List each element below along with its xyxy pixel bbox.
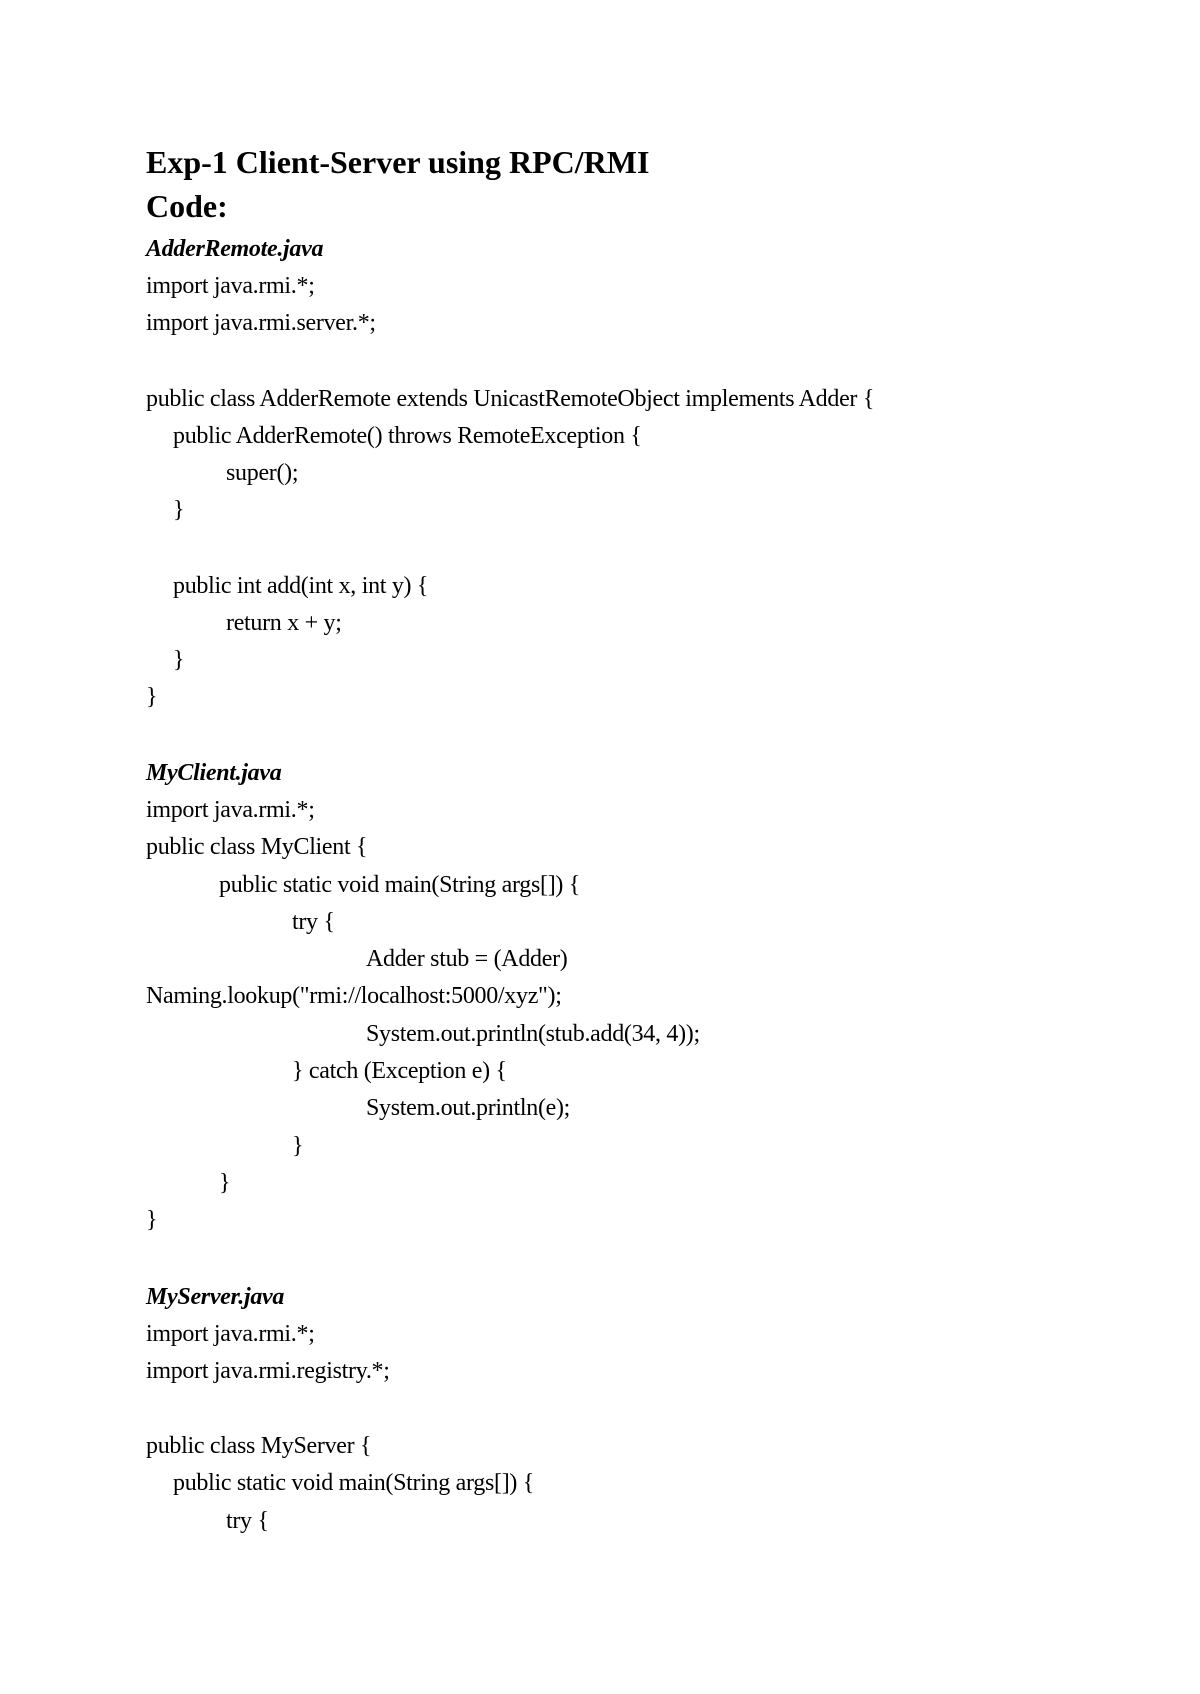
- code-line: public class AdderRemote extends UnicastRemoteObject implements Adder {: [146, 386, 875, 412]
- filename-my-client: MyClient.java: [146, 760, 282, 786]
- code-line: public AdderRemote() throws RemoteException {: [173, 423, 642, 449]
- code-line: Adder stub = (Adder): [366, 946, 568, 972]
- code-line: }: [173, 497, 185, 523]
- code-line: import java.rmi.*;: [146, 1321, 315, 1347]
- code-line: }: [173, 647, 185, 673]
- code-line: super();: [226, 460, 299, 486]
- code-line: }: [146, 684, 158, 710]
- code-line: public class MyClient {: [146, 834, 368, 860]
- code-line: public int add(int x, int y) {: [173, 573, 429, 599]
- code-line: }: [292, 1133, 304, 1159]
- page-title: Exp-1 Client-Server using RPC/RMI: [146, 144, 650, 180]
- code-line: import java.rmi.*;: [146, 797, 315, 823]
- code-line: try {: [292, 909, 335, 935]
- code-line: System.out.println(stub.add(34, 4));: [366, 1021, 700, 1047]
- code-line: Naming.lookup("rmi://localhost:5000/xyz");: [146, 983, 562, 1009]
- filename-my-server: MyServer.java: [146, 1284, 285, 1310]
- filename-adder-remote: AdderRemote.java: [146, 236, 324, 262]
- code-line: try {: [226, 1508, 269, 1534]
- code-line: import java.rmi.registry.*;: [146, 1358, 390, 1384]
- code-line: import java.rmi.*;: [146, 273, 315, 299]
- code-line: import java.rmi.server.*;: [146, 310, 376, 336]
- code-line: System.out.println(e);: [366, 1095, 571, 1121]
- code-line: public static void main(String args[]) {: [173, 1470, 535, 1496]
- code-line: }: [146, 1207, 158, 1233]
- code-line: return x + y;: [226, 610, 342, 636]
- code-line: public static void main(String args[]) {: [219, 872, 581, 898]
- code-heading: Code:: [146, 188, 228, 224]
- code-line: }: [219, 1170, 231, 1196]
- code-line: } catch (Exception e) {: [292, 1058, 507, 1084]
- code-line: public class MyServer {: [146, 1433, 372, 1459]
